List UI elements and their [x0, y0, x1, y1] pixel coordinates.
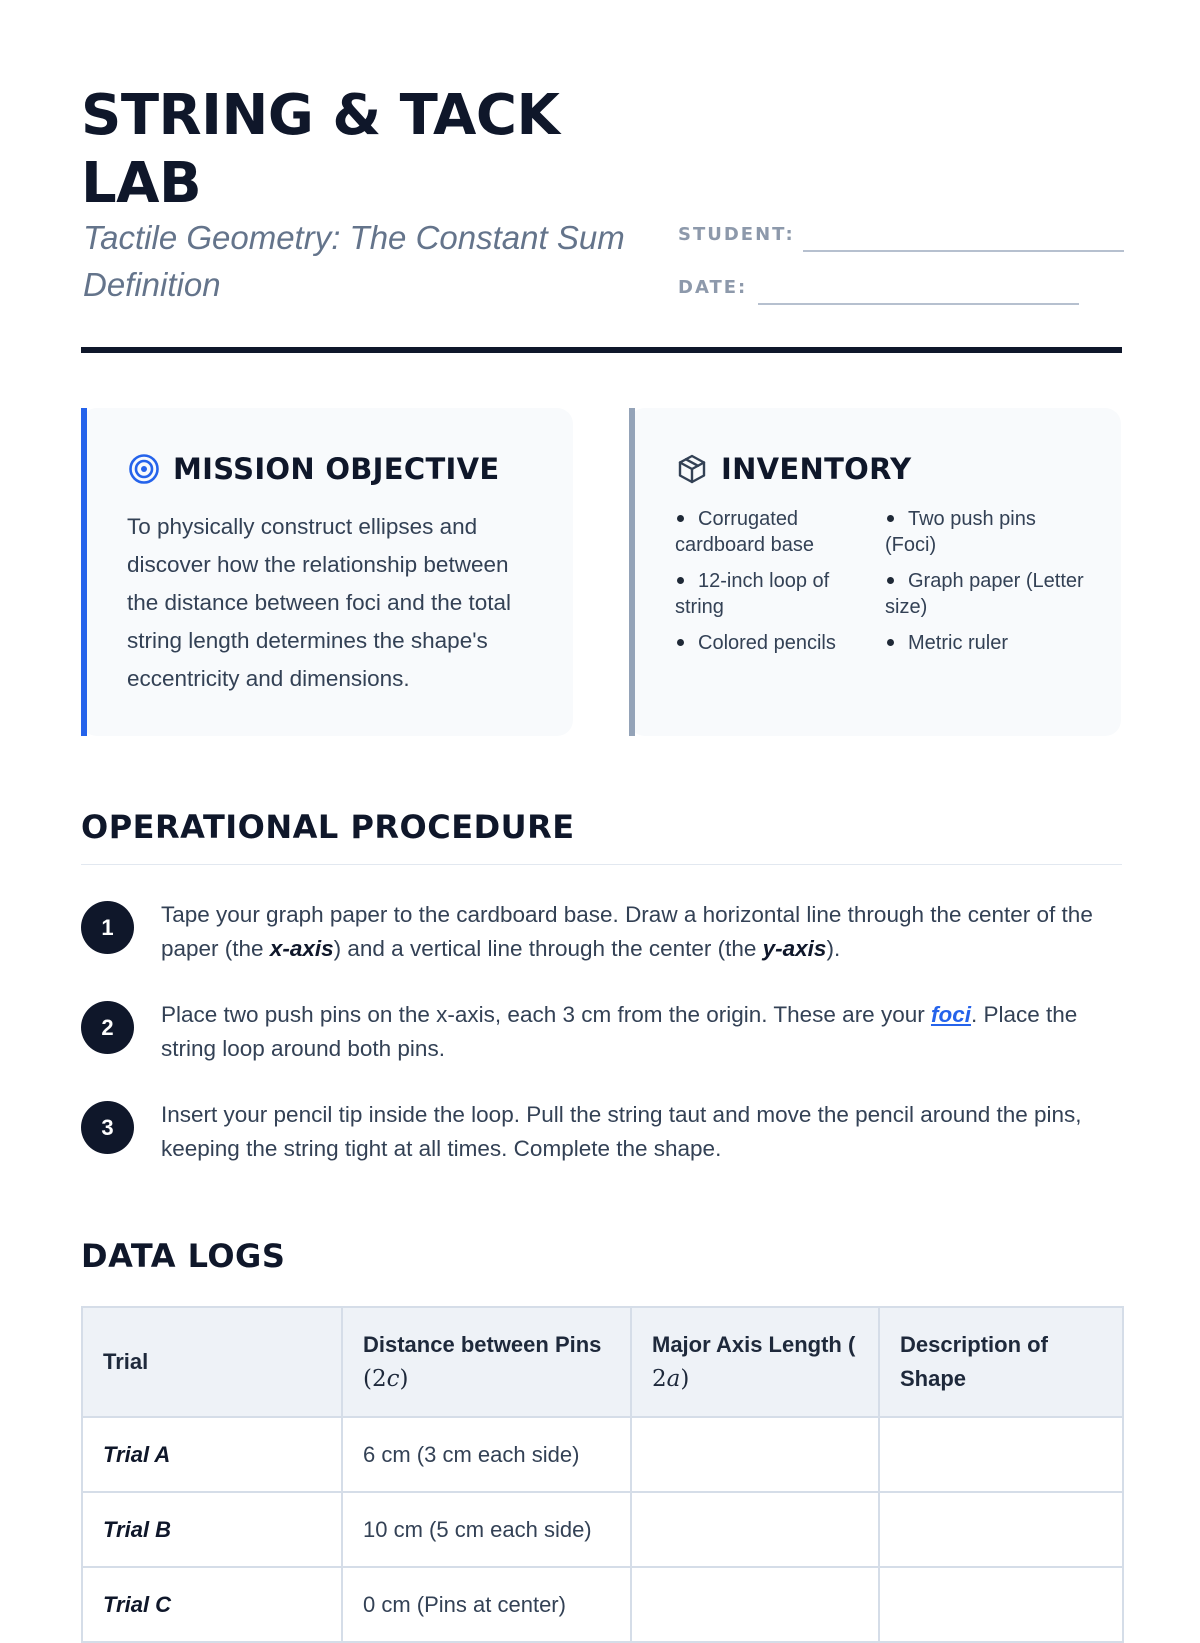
y-axis-term: y-axis — [762, 936, 827, 961]
inventory-item: Two push pins (Foci) — [885, 508, 1036, 556]
title-line-1: STRING & TACK — [81, 83, 560, 148]
step-number: 3 — [81, 1101, 134, 1154]
step-text: Place two push pins on the x-axis, each 3 cm from the origin. These are your foci. Place the string loop around both pins. — [161, 1002, 1078, 1061]
description-cell[interactable] — [879, 1417, 1123, 1492]
inventory-heading: INVENTORY — [721, 452, 912, 486]
distance-cell: 10 cm (5 cm each side) — [342, 1492, 631, 1567]
date-field[interactable] — [758, 303, 1079, 305]
data-logs-heading: DATA LOGS — [81, 1237, 286, 1275]
description-cell[interactable] — [879, 1567, 1123, 1642]
column-header-description: Description of Shape — [879, 1307, 1123, 1417]
major-axis-cell[interactable] — [631, 1567, 879, 1642]
column-header-distance: Distance between Pins (2c) — [342, 1307, 631, 1417]
procedure-heading: OPERATIONAL PROCEDURE — [81, 808, 575, 846]
step-number: 2 — [81, 1001, 134, 1054]
trial-cell: Trial B — [82, 1492, 342, 1567]
box-icon — [675, 452, 709, 486]
inventory-item: Corrugated cardboard base — [675, 508, 814, 556]
trial-cell: Trial A — [82, 1417, 342, 1492]
page-subtitle — [83, 214, 643, 308]
header-divider — [81, 347, 1122, 353]
inventory-item: Graph paper (Letter size) — [885, 570, 1084, 618]
mission-objective-card — [81, 408, 573, 736]
column-header-trial: Trial — [82, 1307, 342, 1417]
table-row — [82, 1492, 1123, 1567]
subtitle-line-1: Tactile Geometry: The Constant Sum — [83, 219, 625, 256]
title-line-2: LAB — [81, 151, 202, 216]
page-title — [81, 82, 681, 218]
description-cell[interactable] — [879, 1492, 1123, 1567]
step-number: 1 — [81, 901, 134, 954]
target-icon — [127, 452, 161, 486]
distance-cell: 6 cm (3 cm each side) — [342, 1417, 631, 1492]
inventory-item: Colored pencils — [675, 630, 885, 656]
step-text: Insert your pencil tip inside the loop. Pull the string taut and move the pencil around the pins, keeping the string tight at all times. Complete the shape. — [161, 1102, 1082, 1161]
mission-header — [127, 452, 500, 486]
date-label: DATE: — [678, 277, 748, 298]
table-row — [82, 1417, 1123, 1492]
procedure-divider — [81, 864, 1122, 865]
data-log-table — [81, 1306, 1122, 1617]
worksheet-page — [81, 0, 1122, 1617]
inventory-card — [629, 408, 1121, 736]
inventory-item: Metric ruler — [885, 630, 1095, 656]
step-text: Tape your graph paper to the cardboard base. Draw a horizontal line through the center of the paper (the x-axis) and a vertical line through the center (the y-axis). — [161, 902, 1093, 961]
table-header-row — [82, 1307, 1123, 1417]
student-field[interactable] — [803, 250, 1124, 252]
subtitle-line-2: Definition — [83, 266, 221, 303]
table-row — [82, 1567, 1123, 1642]
trial-cell: Trial C — [82, 1567, 342, 1642]
mission-text: To physically construct ellipses and discover how the relationship between the distance between foci and the total string length determines the shape's eccentricity and dimensions. — [127, 514, 512, 691]
mission-heading: MISSION OBJECTIVE — [173, 452, 500, 486]
inventory-list — [675, 506, 1095, 656]
inventory-item: 12-inch loop of string — [675, 570, 830, 618]
major-axis-cell[interactable] — [631, 1417, 879, 1492]
student-label: STUDENT: — [678, 224, 795, 245]
foci-link[interactable]: foci — [930, 1002, 971, 1027]
inventory-header — [675, 452, 911, 486]
column-header-major-axis: Major Axis Length ( 2a) — [631, 1307, 879, 1417]
major-axis-cell[interactable] — [631, 1492, 879, 1567]
x-axis-term: x-axis — [269, 936, 334, 961]
distance-cell: 0 cm (Pins at center) — [342, 1567, 631, 1642]
